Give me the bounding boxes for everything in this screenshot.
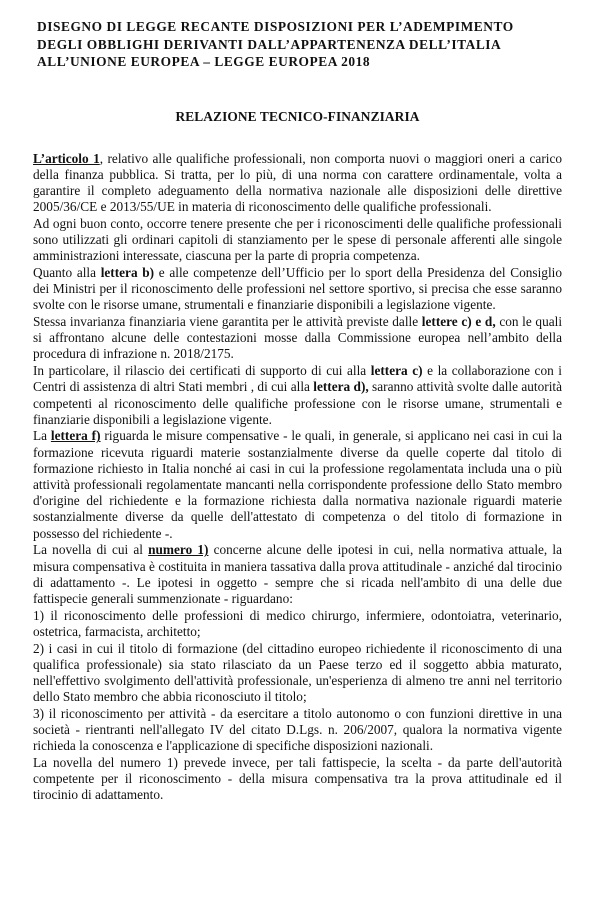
list-item-1: 1) il riconoscimento delle professioni di medico chirurgo, infermiere, odontoiatra, veterinario, ostetrica, farmacista, architetto; <box>33 607 562 639</box>
paragraph-personnel-costs: Ad ogni buon conto, occorre tenere presente che per i riconoscimenti delle qualifiche professionali sono utilizzati gli ordinari capitoli di stanziamento per le spese di personale afferenti alle singole amministrazioni interessate, ciascuna per la parte di propria competenza. <box>33 215 562 264</box>
report-subtitle: RELAZIONE TECNICO-FINANZIARIA <box>175 108 420 124</box>
paragraph-article-1: L’articolo 1, relativo alle qualifiche professionali, non comporta nuovi o maggiori oneri a carico della finanza pubblica. Si tratta, per lo più, di una norma con carattere ordinamentale, volta a garantire il completo adeguamento della normativa nazionale alle disposizioni delle direttive 2005/36/CE e 2013/55/UE in materia di riconoscimento delle qualifiche professionali. <box>33 150 562 215</box>
list-item-3: 3) il riconoscimento per attività - da esercitare a titolo autonomo o con funzioni direttive in una società - rientranti nell'allegato IV del citato D.Lgs. n. 206/2007, qualora la normativa vigente richieda la conoscenza e l'applicazione di specifiche disposizioni nazionali. <box>33 705 562 754</box>
article-1-lead: L’articolo 1 <box>33 150 100 166</box>
document-body <box>33 151 562 804</box>
title-line-3: ALL’UNIONE EUROPEA – LEGGE EUROPEA 2018 <box>37 54 371 69</box>
paragraph-number-1: La novella di cui al numero 1) concerne alcune delle ipotesi in cui, nella normativa attuale, la misura compensativa è costituita in maniera tassativa dalla prova attitudinale - anziché dal tirocinio di adattamento -. Le ipotesi in oggetto - sempre che si ricada nell'ambito di una delle due fattispecie generali summenzionate - riguardano: <box>33 542 563 606</box>
paragraph-closing: La novella del numero 1) prevede invece, per tali fattispecie, la scelta - da parte dell'autorità competente per il riconoscimento - della misura compensativa tra la prova attitudinale ed il tirocinio di adattamento. <box>33 755 562 803</box>
paragraph-certificates: In particolare, il rilascio dei certificati di supporto di cui alla lettera c) e la collaborazione con i Centri di assistenza di altri Stati membri , di cui alla lettera d), saranno attività svolte dalle autorità competenti al riconoscimento delle qualifiche professione con le risorse umane, strumentali e finanziarie disponibili a legislazione vigente. <box>33 363 562 427</box>
paragraph-letter-b: Quanto alla lettera b) e alle competenze dell’Ufficio per lo sport della Presidenza del Consiglio dei Ministri per il riconoscimento delle professioni nel settore sportivo, si precisa che esse saranno svolte con le risorse umane, strumentali e finanziarie disponibili a legislazione vigente. <box>33 264 562 313</box>
title-line-2: DEGLI OBBLIGHI DERIVANTI DALL’APPARTENENZA DELL’ITALIA <box>37 36 502 52</box>
paragraph-letter-f: La lettera f) riguarda le misure compensative - le quali, in generale, si applicano nei casi in cui la formazione ricevuta riguardi materie sostanzialmente diverse da quelle coperte dal titolo di formazione richiesto in Italia nonché ai casi in cui la professione regolamentata includa una o più attività professionali regolamentate mancanti nella corrispondente professione dello Stato membro d'origine del richiedente e la formazione richiesta dalla normativa nazionale riguardi materie sostanzialmente diverse da quelle dell'attestato di competenza o del titolo di formazione in possesso del richiedente -. <box>33 428 562 541</box>
title-line-1: DISEGNO DI LEGGE RECANTE DISPOSIZIONI PER L’ADEMPIMENTO <box>37 19 514 34</box>
document-title <box>37 18 562 71</box>
paragraph-letters-c-d: Stessa invarianza finanziaria viene garantita per le attività previste dalle lettere c) e d, con le quali si affrontano alcune delle contestazioni mosse dalla Commissione europea nell’ambito della procedura di infrazione n. 2018/2175. <box>33 314 563 362</box>
list-item-2: 2) i casi in cui il titolo di formazione (del cittadino europeo richiedente il riconoscimento di una qualifica professionale) sia stato rilasciato da un Paese terzo ed il soggetto abbia maturato, nell'effettivo svolgimento dell'attività professionale, un'esperienza di almeno tre anni nel territorio dello Stato membro che abbia riconosciuto il titolo; <box>33 640 562 705</box>
